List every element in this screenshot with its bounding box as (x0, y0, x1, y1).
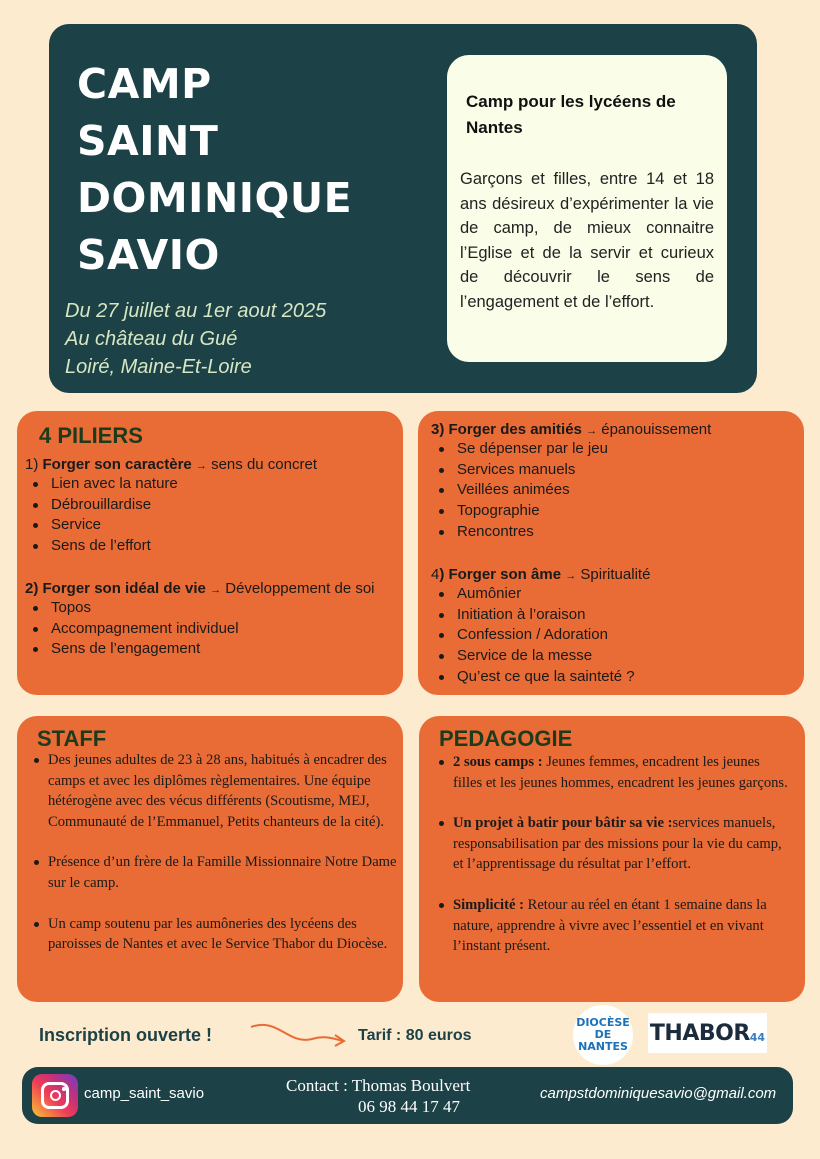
pilier-3-goal: épanouissement (597, 421, 712, 438)
list-item: Topographie (431, 501, 608, 522)
list-item-lead: Un projet à batir pour bâtir sa vie : (453, 815, 673, 832)
list-item-text: Retour au réel en étant 1 semaine dans la nature, apprendre à vivre avec l’essentiel et en vivant l’instant présent. (453, 896, 767, 955)
list-item: Service (25, 515, 178, 536)
list-item: Lien avec la nature (25, 474, 178, 495)
pilier-2-label: Forger son idéal de vie (42, 580, 206, 597)
contact-name: Contact : Thomas Boulvert (286, 1076, 471, 1095)
list-item: Initiation à l’oraison (431, 605, 635, 626)
list-item: Veillées animées (431, 480, 608, 501)
pilier-4-heading (431, 566, 650, 583)
camp-title-line: SAINT (77, 117, 219, 165)
pilier-1-number: 1) (25, 456, 43, 473)
logo-text: 44 (749, 1030, 766, 1044)
pilier-3-list (431, 439, 608, 543)
logo-text: DIOCÈSE (576, 1016, 630, 1029)
list-item: Rencontres (431, 522, 608, 543)
contact-email[interactable]: campstdominiquesavio@gmail.com (540, 1085, 777, 1102)
list-item: Présence d’un frère de la Famille Missionnaire Notre Dame sur le camp. (31, 852, 397, 893)
staff-title: STAFF (37, 726, 107, 751)
logo-text: THABOR (649, 1020, 750, 1046)
list-item-lead: 2 sous camps : (453, 754, 547, 770)
pilier-1-goal: sens du concret (206, 456, 317, 473)
instagram-handle[interactable]: camp_saint_savio (84, 1085, 205, 1102)
pedagogie-list (436, 752, 788, 957)
diocese-nantes-logo (573, 1005, 633, 1065)
list-item: Service de la messe (431, 646, 635, 667)
contact-phone[interactable]: 06 98 44 17 47 (358, 1097, 460, 1116)
list-item: Se dépenser par le jeu (431, 439, 608, 460)
list-item: Services manuels (431, 460, 608, 481)
pilier-1-list (25, 474, 178, 557)
camp-place: Au château du Gué (65, 328, 238, 350)
list-item: Topos (25, 598, 239, 619)
registration-row (0, 1005, 820, 1065)
pilier-4-label: ) Forger son âme (439, 566, 562, 583)
hero-banner (49, 24, 757, 393)
camp-town: Loiré, Maine-Et-Loire (65, 356, 252, 378)
camp-title-line: SAVIO (77, 231, 220, 279)
pilier-2-number: 2) (25, 580, 43, 597)
curved-arrow-icon (248, 1017, 348, 1047)
pilier-4-number: 4 (431, 566, 440, 583)
list-item (436, 752, 788, 793)
camp-details (65, 297, 326, 381)
list-item (436, 813, 788, 875)
audience-card-text: Garçons et filles, entre 14 et 18 ans désireux d’expérimenter la vie de camp, de mieux connaitre l’Eglise et de la servir et curieux de découvrir le sens de l’engagement et de l’effort. (460, 170, 714, 311)
pilier-4-list (431, 584, 635, 688)
camp-title (77, 56, 352, 284)
arrow-icon: → (210, 584, 222, 596)
pilier-4-goal: Spiritualité (576, 566, 651, 583)
contact-info (286, 1075, 470, 1117)
pilier-3-number: 3) (431, 421, 449, 438)
arrow-icon: → (586, 425, 598, 437)
list-item: Confession / Adoration (431, 625, 635, 646)
contact-bar (22, 1067, 793, 1124)
list-item-text: services manuels, responsabilisation par des missions pour la vie du camp, et l’apprentissage du résultat par l’effort. (453, 815, 782, 873)
audience-card (447, 55, 727, 362)
list-item: Débrouillardise (25, 495, 178, 516)
pilier-1-heading (25, 456, 317, 473)
list-item: Aumônier (431, 584, 635, 605)
pilier-2-heading (25, 580, 375, 597)
logo-text: DE (594, 1028, 612, 1041)
pilier-2-list (25, 598, 239, 660)
registration-open: Inscription ouverte ! (39, 1025, 213, 1045)
list-item-text: Jeunes femmes, encadrent les jeunes filles et les jeunes hommes, encadrent les jeunes garçons. (453, 754, 788, 791)
camp-title-line: CAMP (77, 60, 212, 108)
pilier-3-heading (431, 421, 711, 438)
thabor-logo (648, 1013, 767, 1053)
list-item: Un camp soutenu par les aumôneries des lycéens des paroisses de Nantes et avec le Service Thabor du Diocèse. (31, 914, 397, 955)
pilier-3-label: Forger des amitiés (448, 421, 582, 438)
camp-title-line: DOMINIQUE (77, 174, 353, 222)
pedagogie-panel (419, 716, 805, 1002)
list-item-lead: Simplicité : (453, 896, 528, 913)
arrow-icon: → (195, 460, 207, 472)
arrow-icon: → (565, 570, 577, 582)
instagram-icon[interactable] (32, 1074, 78, 1117)
list-item (436, 895, 788, 957)
piliers-title: 4 PILIERS (39, 423, 143, 448)
list-item: Qu’est ce que la sainteté ? (431, 667, 635, 688)
piliers-panel-left (17, 411, 403, 695)
pilier-2-goal: Développement de soi (221, 580, 375, 597)
pilier-1-label: Forger son caractère (42, 456, 192, 473)
piliers-panel-right (418, 411, 804, 695)
list-item: Accompagnement individuel (25, 619, 239, 640)
logo-text: NANTES (578, 1040, 628, 1053)
staff-list (31, 750, 397, 955)
pedagogie-title: PEDAGOGIE (439, 726, 573, 751)
list-item: Sens de l’effort (25, 536, 178, 557)
staff-panel (17, 716, 403, 1002)
list-item: Sens de l’engagement (25, 639, 239, 660)
price: Tarif : 80 euros (358, 1027, 472, 1044)
list-item: Des jeunes adultes de 23 à 28 ans, habitués à encadrer des camps et avec les diplômes règlementaires. Une équipe hétérogène avec des vécus différents (Scoutisme, MEJ, Communauté de l’Emmanuel, Petits chanteurs de la cité). (31, 750, 397, 832)
camp-dates: Du 27 juillet au 1er aout 2025 (65, 300, 327, 322)
audience-card-title: Camp pour les lycéens de Nantes (466, 92, 676, 137)
